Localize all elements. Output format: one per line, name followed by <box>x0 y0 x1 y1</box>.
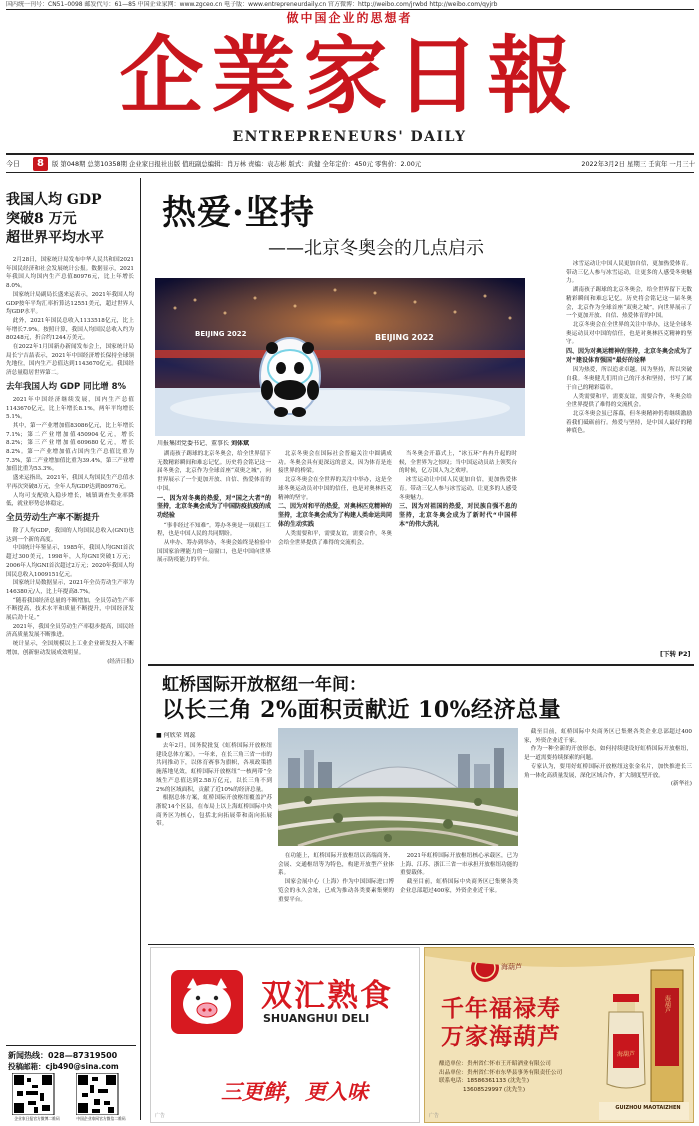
left-paragraph: “随着我国经济总量的不断增加，全员劳动生产率不断提高，技术水平和质量不断提升，中国经济发展后劲十足。” <box>6 597 134 622</box>
pig-logo-icon <box>169 968 245 1036</box>
left-paragraph: 中国统计年鉴显示，1985年，我国人均GNI首次超过300美元，1998年，人均GNI突破1万元；2006年人均GNI首次超过2万元；2020年我国人均国民总收入1009151亿元。 <box>6 545 134 578</box>
left-headline-1: 我国人均 GDP <box>6 192 102 208</box>
olympic-subhead: 二、因为对和平的热爱，对奥林匹克精神的坚持，北京冬奥会成为了构建人类命运共同体的生动实践 <box>278 503 392 528</box>
liquor-bottle-icon <box>599 964 689 1120</box>
email-row <box>8 1061 119 1072</box>
hongqiao-paragraph: 截至目前，虹桥国际中央商务区已集聚各类企业总部超过400家，外资企业近千家。 <box>524 729 692 744</box>
left-subhead: 去年我国人均 GDP 同比增 8% <box>6 381 127 392</box>
hongqiao-col-4 <box>524 728 692 940</box>
hongqiao-photo <box>278 728 518 846</box>
left-paragraph: 除了人均GDP，我国的人均国民总收入(GNI)也达到一个新的高度。 <box>6 527 134 543</box>
left-paragraph: 此外，2021年国民总收入1133518亿元，比上年增长7.9%。按照计算，我国人均国民总收入约为80248元，折合约1244万美元。 <box>6 317 134 342</box>
left-paragraph: 2021年中国经济继续发展，国内生产总值1143670亿元，比上年增长8.1%，两年平均增长5.1%。 <box>6 396 134 421</box>
bottle-label: 海葫芦 <box>616 1051 636 1058</box>
liquor-line: 酿造单位：贵州省仁怀市王开昭酒业有限公司 <box>439 1061 551 1067</box>
bottle-english: GUIZHOU MAOTAIZHEN <box>615 1105 681 1111</box>
left-headline-3: 超世界平均水平 <box>6 230 104 246</box>
left-paragraph: 国家统计局副局长盛来运表示，2021年我国人均GDP按年平均汇率折算达12551美元，超过世界人均GDP水平。 <box>6 291 134 316</box>
pen-icon: ■ <box>156 732 162 739</box>
liquor-brand-2: 万家海葫芦 <box>441 1023 561 1050</box>
shuanghui-pinyin: SHUANGHUI DELI <box>263 1012 370 1025</box>
olympic-paragraph: 从申办、筹办到举办，冬奥会始终是检验中国国家治理能力的一扇窗口，也是中国向世界展示防疫能力的平台。 <box>157 540 271 564</box>
left-story <box>6 191 136 248</box>
olympic-subtitle: ——北京冬奥会的几点启示 <box>268 238 484 259</box>
issue-date: 2022年3月2日 星期三 壬寅年 一月三十 <box>581 160 695 168</box>
left-source: (经济日报) <box>107 658 134 665</box>
left-paragraph: 其中，第一产业增加值83086亿元，比上年增长7.1%；第二产业增加值450904亿元，增长8.2%；第三产业增加值609680亿元，增长8.2%。第一产业增加值占国内生产总值比重为7.3%，第二产业增加值比重为39.4%，第三产业增加值比重为53.3%。 <box>6 422 134 473</box>
issue-info: 版 第048期 总第10358期 企业家日报社出版 值班副总编辑：肖万林 责编：袁志彬 版式：黄健 全年定价：450元 零售价：2.00元 <box>52 160 422 168</box>
olympic-col-right <box>566 260 692 658</box>
olympic-paragraph: 北京冬奥会在国际社会普遍关注中圆满成功。冬奥会具有更深远的意义，因为体育是连接世界的桥梁。 <box>278 451 392 475</box>
caption-author: 刘体斌 <box>230 440 249 447</box>
continued-link[interactable]: [下转 P2] <box>660 650 691 658</box>
olympic-subhead: 一、因为对冬奥的热爱，对“国之大者”的坚持，北京冬奥会成为了中国防疫抗疫的成功经验 <box>157 494 271 519</box>
top-info-bar: 国内统一刊号：CN51–0098 邮发代号：61—85 中国企业家网：www.zgceo.cn 电子版：www.entrepreneurdaily.cn 官方微博：http://weibo.com/jrwbd http://weibo.com/qyjrb <box>6 1 498 8</box>
qr-code-weibo[interactable] <box>12 1073 62 1115</box>
left-paragraph: 在2022年1月国新办新闻发布会上，国家统计局局长宁吉喆表示，2021年中国经济增长保持全球领先地位，国内生产总值达到1143670亿元。我国经济总量稳居世界第二。 <box>6 344 134 377</box>
hotline-row <box>8 1050 117 1061</box>
masthead-english: ENTREPRENEURS' DAILY <box>232 129 467 145</box>
left-paragraph: 统计显示，全国规模以上工业企业研发投入不断增加，创新驱动发展成效明显。 <box>6 641 134 656</box>
olympic-paragraph: “事非经过不知难”。筹办冬奥是一项艰巨工程，也是中国人民的共同期盼。 <box>157 522 271 538</box>
olympic-subhead: 四、因为对奥运精神的坚持，北京冬奥会成为了对“建设体育强国”最好的诠释 <box>566 348 692 364</box>
olympic-paragraph: 北京冬奥会虽已落幕，但冬奥精神仍将继续激励着我们砥砺前行。热爱与坚持，是中国人最好的精神底色。 <box>566 410 692 435</box>
ad-liquor[interactable] <box>424 947 694 1123</box>
hongqiao-kicker: 虹桥国际开放枢纽一年间： <box>162 675 366 695</box>
olympic-headline: 热爱·坚持 <box>162 193 315 233</box>
olympic-paragraph: 因为热爱，所以追求卓越。因为坚持，所以突破自我。冬奥健儿们用自己的汗水和坚持，书写了属于自己的精彩篇章。 <box>566 367 692 391</box>
olympic-photo <box>155 278 525 436</box>
today-label: 今日 <box>6 160 20 168</box>
liquor-line: 联系电话：18586361133 (沈先生) <box>439 1078 530 1085</box>
liquor-line: 13608529997 (沈先生) <box>463 1086 526 1093</box>
left-paragraph: 国家统计局数据显示，2021年全员劳动生产率为146380元/人，比上年提高8.7%。 <box>6 580 134 595</box>
masthead-slogan: 做中国企业的思想者 <box>286 11 413 25</box>
shuanghui-brand: 双汇熟食 <box>261 978 393 1014</box>
left-paragraph: 2月28日，国家统计局发布中华人民共和国2021年国民经济和社会发展统计公报。数据显示，2021年我国人均国内生产总值80976元，比上年增长8.0%。 <box>6 257 134 290</box>
shuanghui-slogan: 三更鲜，更入味 <box>221 1079 368 1104</box>
olympic-paragraph: 北京冬奥会在全世界的关注中举办，这是全球冬奥运动员对中国的信任，也是对奥林匹克精神的坚守。 <box>278 477 392 501</box>
olympic-paragraph: 人类需要和平，需要友谊，需要合作，冬奥会给全世界提供了难得的交流机会。 <box>278 531 392 547</box>
hongqiao-col-3 <box>400 852 518 940</box>
left-paragraph: 盛来运指出，2021年，我国人均国民生产总值水平再次突破8万元，全年人均GDP达到80976元。 <box>6 475 134 490</box>
left-subhead: 全员劳动生产率不断提升 <box>6 512 100 523</box>
olympic-paragraph: 人类需要和平，需要友谊，需要合作，冬奥会给全世界提供了难得的交流机会。 <box>566 393 692 409</box>
qr-code-wechat[interactable] <box>76 1073 126 1115</box>
olympic-paragraph: 冰雪运动让中国人民更加自信，更加热爱体育。带动三亿人参与冰雪运动，让更多的人感受冬奥魅力。 <box>566 261 692 285</box>
liquor-line: 出品单位：贵州省仁怀市东华县事务有限责任公司 <box>439 1069 563 1076</box>
hotline-phone: 028—87319500 <box>48 1051 118 1060</box>
page-count-badge: 8 <box>33 157 48 171</box>
photo-caption <box>157 440 417 448</box>
hongqiao-paragraph: 在功能上，虹桥国际开放枢纽以高端商务、会展、交通枢纽等为特色，构建开放型产业体系。 <box>278 853 394 877</box>
olympic-paragraph: 湖南孩子踢球的北京冬奥会，给全世界留下无数精彩瞬间和难忘记忆。历史将会铭记这一届冬奥会，北京作为全球首座“双奥之城”，向世界展示了一个更加开放、自信、热爱体育的中国。 <box>157 451 271 492</box>
left-paragraph: 2021年，我国全员劳动生产率稳步提高，国民经济高质量发展不断推进。 <box>6 623 134 639</box>
qr-caption-wechat: 中国企业家网官方微信二维码 <box>76 1116 126 1121</box>
liquor-info <box>439 1060 609 1094</box>
masthead-title: 企業家日報 <box>119 26 580 125</box>
email-label: 投稿邮箱： <box>8 1062 46 1071</box>
olympic-subhead: 三、因为对祖国的热爱，对民族自强不息的坚持，北京冬奥会成为了新时代“中国样本”的伟大洗礼 <box>399 503 517 528</box>
left-headline-2: 突破8 万元 <box>6 211 77 227</box>
olympic-col-1 <box>157 450 271 656</box>
photo-beijing-label-2: BEIJING 2022 <box>375 333 434 342</box>
hongqiao-paragraph: 专家认为，要用好虹桥国际开放枢纽这张金名片，加快推进长三角一体化高质量发展，深化区域合作，扩大制度型开放。 <box>524 763 692 779</box>
hongqiao-paragraph: 截至目前，虹桥国际中央商务区已集聚各类企业总部超过400家，外资企业近千家。 <box>400 879 518 894</box>
qr-caption-weibo: 企业家日报官方微博二维码 <box>14 1116 60 1121</box>
olympic-paragraph: 当冬奥会开幕式上，“冰五环”冉冉升起的时候，全世界为之惊叹；当中国运动员站上领奖台的时候，亿万国人为之欢呼。 <box>399 451 517 475</box>
hongqiao-col-1 <box>156 742 272 938</box>
olympic-paragraph: 湖南孩子踢球的北京冬奥会，给全世界留下无数精彩瞬间和难忘记忆。历史将会铭记这一届冬奥会，北京作为全球首座“双奥之城”，向世界展示了一个更加开放、自信、热爱体育的中国。 <box>566 287 692 320</box>
olympic-paragraph: 冰雪运动让中国人民更加自信，更加热爱体育。带动三亿人参与冰雪运动，让更多的人感受冬奥魅力。 <box>399 477 517 501</box>
hongqiao-headline: 以长三角 2%面积贡献近 10%经济总量 <box>162 697 562 723</box>
continued-label: 下转 P2 <box>662 650 688 658</box>
hongqiao-paragraph: 作为一种全新的开放形态，如何持续建设好虹桥国际开放枢纽，是一道需要持续探索的问题。 <box>524 746 692 762</box>
ad-tag: 广告 <box>155 1113 166 1119</box>
hongqiao-byline <box>156 732 196 740</box>
caption-source: 川报集团党委书记、董事长 <box>157 440 230 447</box>
ad-shuanghui[interactable] <box>150 947 420 1123</box>
left-paragraph: 人均可支配收入稳步增长，城镇调查失业率降低，就业形势总体稳定。 <box>6 492 134 508</box>
ad-tag: 广告 <box>429 1113 440 1119</box>
liquor-brand-1: 千年福禄寿 <box>441 995 561 1022</box>
hotline-label: 新闻热线： <box>8 1051 48 1060</box>
olympic-paragraph: 北京冬奥会在全世界的关注中举办，这是全球冬奥运动员对中国的信任，也是对奥林匹克精神的坚守。 <box>566 321 692 346</box>
olympic-col-2 <box>278 450 392 656</box>
hongqiao-paragraph: 去年2月，国务院批复《虹桥国际开放枢纽建设总体方案》。一年来，在长三角三省一市的共同推动下，以体育赛事为旗帜，各项政策措施落地见效，虹桥国际开放枢纽“一核两带”全域生产总值达到2.58万亿元，以长三角不到2%的区域面积，贡献了近10%的经济总量。 <box>156 743 272 793</box>
email-address[interactable]: cjb490@sina.com <box>45 1062 119 1071</box>
liquor-logo-text: 海葫芦 <box>501 963 522 971</box>
olympic-col-3 <box>399 450 517 656</box>
hongqiao-author: 何欣荣 周蕊 <box>163 732 196 739</box>
hongqiao-paragraph: 2021年虹桥国际开放枢纽核心承载区，已为上海、江苏、浙江三省一市承担开放枢纽功能的重要载体。 <box>400 853 518 877</box>
hongqiao-paragraph: 国家会展中心（上海）作为中国国际进口博览会的永久会址，已成为推动各类要素集聚的重要平台。 <box>278 879 394 903</box>
left-story-body <box>6 256 134 1042</box>
photo-beijing-label-1: BEIJING 2022 <box>195 330 247 338</box>
hongqiao-source: (新华社) <box>670 781 692 788</box>
hongqiao-paragraph: 根据总体方案，虹桥国际开放枢纽覆盖沪苏浙皖14个区县，在布局上以上海虹桥国际中央商务区为核心，包括北向拓展带和南向拓展带。 <box>156 795 272 828</box>
hongqiao-col-2 <box>278 852 394 940</box>
bottle-box-label: 海葫芦 <box>663 995 671 1013</box>
